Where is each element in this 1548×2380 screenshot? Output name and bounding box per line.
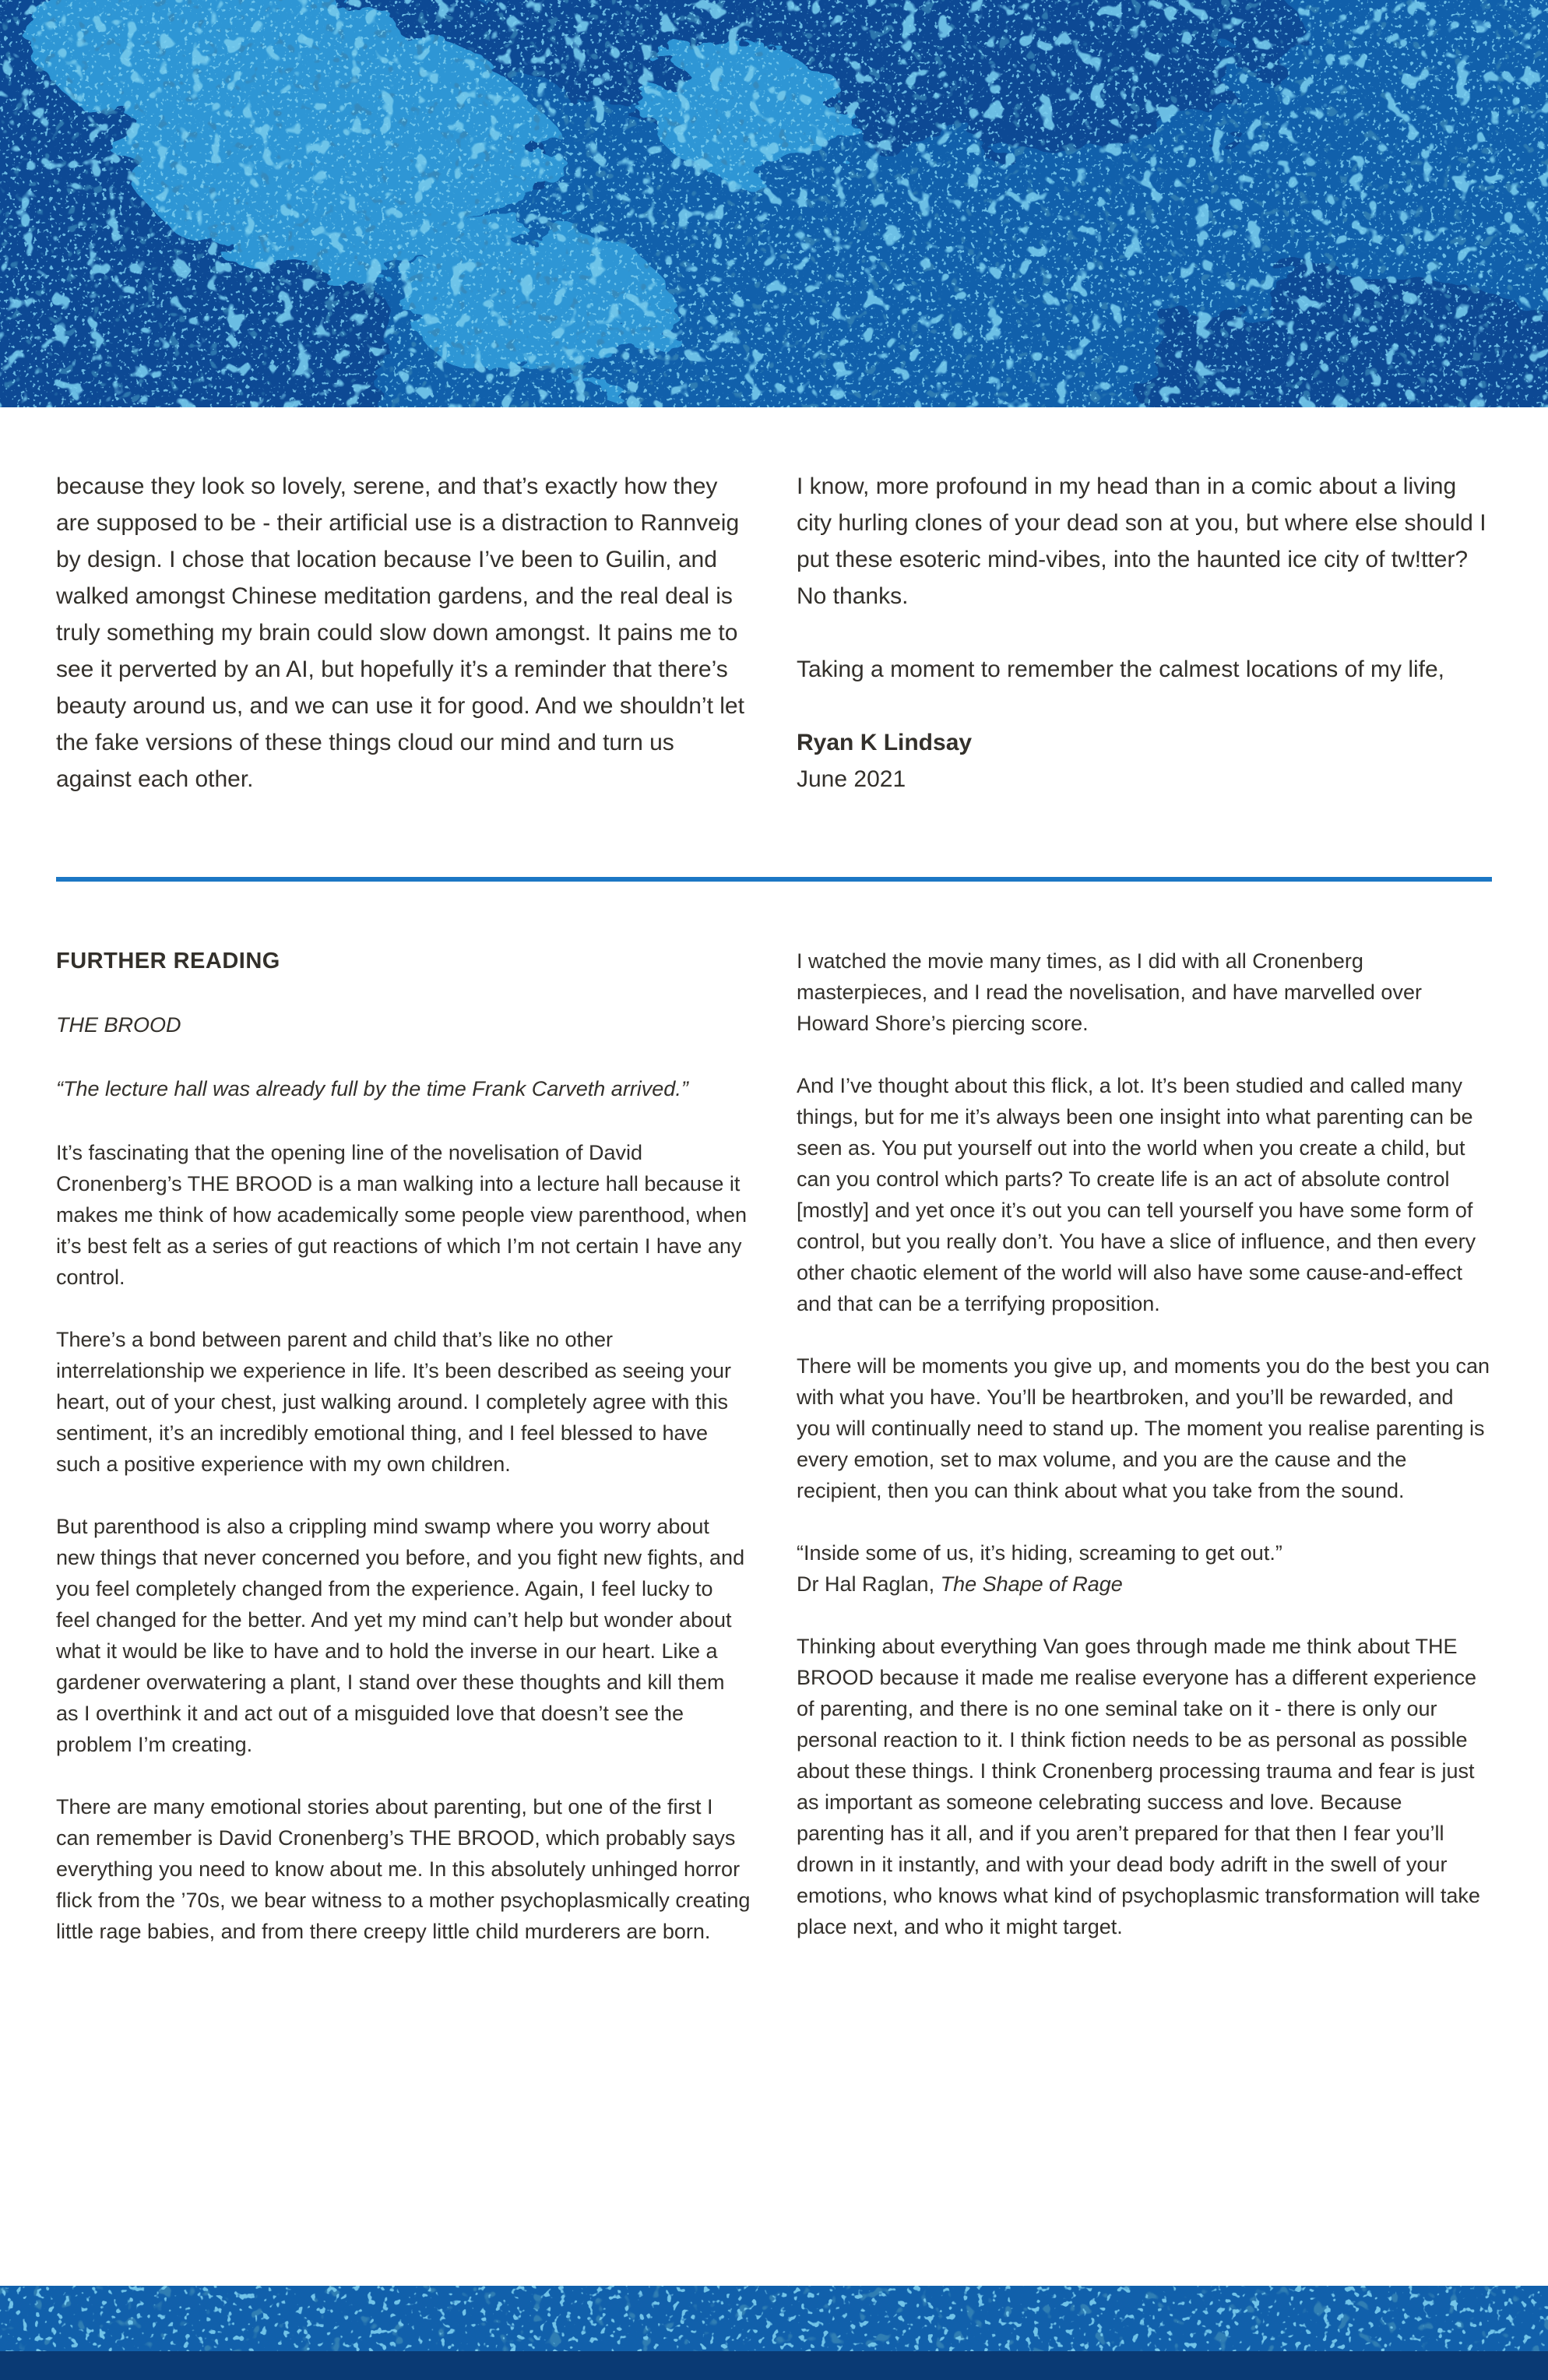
essay-paragraph: It’s fascinating that the opening line of the novelisation of David Cronenberg’s THE BROOD is a man walking into a lecture hall because it makes me think of how academically some people view parenthood, when it’s best felt as a series of gut reactions of which I’m not certain I have any control. — [56, 1141, 747, 1289]
footer-splatter-banner — [0, 2286, 1548, 2380]
header-splatter-banner — [0, 0, 1548, 407]
signature-block — [797, 724, 1492, 797]
further-reading-left-column — [56, 945, 751, 1978]
intro-right-column — [797, 468, 1492, 797]
essay-paragraph: There’s a bond between parent and child that’s like no other interrelationship we experience in life. It’s been described as seeing your heart, out of your chest, just walking around. I completely agree with this sentiment, it’s an incredibly emotional thing, and I feel blessed to have such a positive experience with my own children. — [56, 1328, 732, 1476]
film-quote-block — [797, 1537, 1492, 1600]
footer-splatter-art — [0, 2286, 1548, 2351]
header-splatter-art — [0, 0, 1548, 407]
further-reading-right-column — [797, 945, 1492, 1978]
essay-paragraph: Thinking about everything Van goes through made me think about THE BROOD because it made me realise everyone has a different experience of parenting, and there is no one seminal take on it - there is only our personal reaction to it. I think fiction needs to be as personal as possible about these things. I think Cronenberg processing trauma and fear is just as important as someone celebrating success and love. Because parenting has it all, and if you aren’t prepared for that then I fear you’ll drown in it instantly, and with your dead body adrift in the swell of your emotions, who knows what kind of psychoplasmic transformation will take place next, and who it might target. — [797, 1635, 1480, 1938]
signature-name: Ryan K Lindsay — [797, 730, 973, 755]
intro-left-paragraph: because they look so lovely, serene, and that’s exactly how they are supposed to be - their artificial use is a distraction to Rannveig by design. I chose that location because I’ve been to Guilin, and walked amongst Chinese meditation gardens, and the real deal is truly something my brain could slow down amongst. It pains me to see it perverted by an AI, but hopefully it’s a reminder that there’s beauty around us, and we can use it for good. And we shouldn’t let the fake versions of these things cloud our mind and turn us against each other. — [56, 474, 744, 792]
essay-paragraph: I watched the movie many times, as I did with all Cronenberg masterpieces, and I read the novelisation, and have marvelled over Howard Shore’s piercing score. — [797, 949, 1422, 1035]
further-reading-section — [56, 945, 1492, 1978]
section-divider — [56, 877, 1492, 882]
intro-right-paragraph-2: Taking a moment to remember the calmest locations of my life, — [797, 657, 1445, 682]
quote-attribution-name: Dr Hal Raglan, — [797, 1572, 941, 1596]
page-content — [0, 468, 1548, 1978]
further-reading-heading: FURTHER READING — [56, 949, 280, 973]
intro-left-column — [56, 468, 751, 797]
film-quote: “Inside some of us, it’s hiding, screaming to get out.” — [797, 1541, 1282, 1565]
quote-attribution — [797, 1568, 1492, 1600]
opening-quote: “The lecture hall was already full by the time Frank Carveth arrived.” — [56, 1077, 688, 1100]
footer-speckle-zone — [0, 2286, 1548, 2351]
intro-right-paragraph-1: I know, more profound in my head than in a comic about a living city hurling clones of your dead son at you, but where else should I put these esoteric mind-vibes, into the haunted ice city of tw!tter? No thanks. — [797, 474, 1486, 609]
footer-dark-band — [0, 2351, 1548, 2380]
quote-attribution-title: The Shape of Rage — [940, 1572, 1123, 1596]
signature-date: June 2021 — [797, 766, 906, 792]
essay-paragraph: But parenthood is also a crippling mind swamp where you worry about new things that never concerned you before, and you fight new fights, and you feel completely changed from the experience. Again, I feel lucky to feel changed for the better. And yet my mind can’t help but wonder about what it would be like to have and to hold the inverse in our heart. Like a gardener overwatering a plant, I stand over these thoughts and kill them as I overthink it and act out of a misguided love that doesn’t see the problem I’m creating. — [56, 1515, 745, 1756]
essay-paragraph: And I’ve thought about this flick, a lot. It’s been studied and called many things, but for me it’s always been one insight into what parenting can be seen as. You put yourself out into the world when you create a child, but can you control which parts? To create life is an act of absolute control [mostly] and yet once it’s out you can tell yourself you have some form of control, but you really don’t. You have a slice of influence, and then every other chaotic element of the world will also have some cause-and-effect and that can be a terrifying proposition. — [797, 1074, 1476, 1315]
essay-paragraph: There will be moments you give up, and moments you do the best you can with what you have. You’ll be heartbroken, and you’ll be rewarded, and you will continually need to stand up. The moment you realise parenting is every emotion, set to max volume, and you are the cause and the recipient, then you can think about what you take from the sound. — [797, 1354, 1490, 1502]
book-title: THE BROOD — [56, 1013, 181, 1037]
intro-section — [56, 468, 1492, 797]
essay-paragraph: There are many emotional stories about parenting, but one of the first I can remember is David Cronenberg’s THE BROOD, which probably says everything you need to know about me. In this absolutely unhinged horror flick from the ’70s, we bear witness to a mother psychoplasmically creating little rage babies, and from there creepy little child murderers are born. — [56, 1795, 751, 1943]
